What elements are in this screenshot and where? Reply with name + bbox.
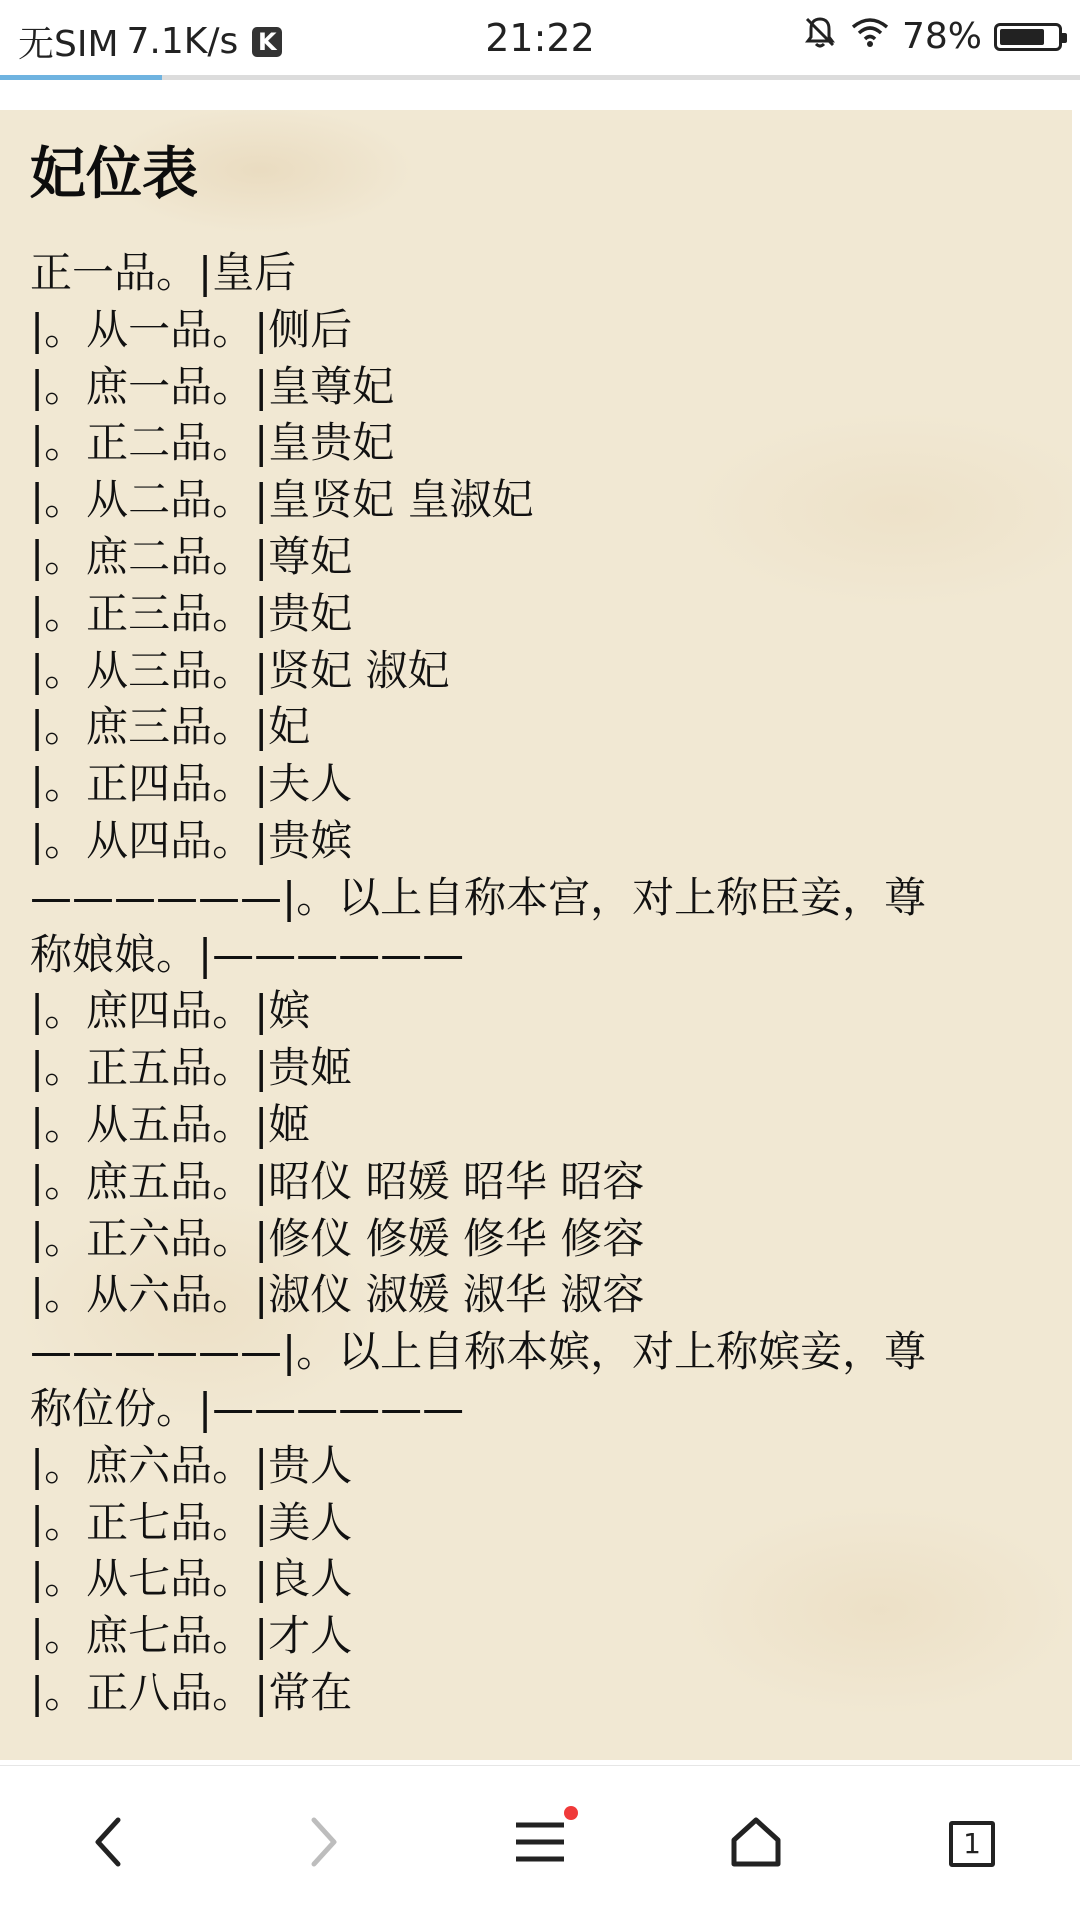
text-line: |。从三品。|贤妃 淑妃 <box>30 645 450 695</box>
article-content[interactable] <box>0 110 1072 1760</box>
back-arrow-icon <box>88 1814 128 1874</box>
text-line: |。正三品。|贵妃 <box>30 588 353 638</box>
page-load-progress <box>0 75 1080 80</box>
forward-arrow-icon <box>304 1814 344 1874</box>
forward-button[interactable] <box>216 1766 432 1921</box>
text-line: |。正四品。|夫人 <box>30 759 353 809</box>
text-line: 称娘娘。|—————— <box>30 929 465 979</box>
tabs-button[interactable] <box>864 1766 1080 1921</box>
text-line: |。从四品。|贵嫔 <box>30 815 353 865</box>
tabs-icon: 1 <box>949 1821 995 1867</box>
text-line: ——————|。以上自称本宫，对上称臣妾，尊 <box>30 872 927 922</box>
battery-fill <box>1000 29 1044 45</box>
text-line: 称位份。|—————— <box>30 1383 465 1433</box>
text-line: |。庶二品。|尊妃 <box>30 531 353 581</box>
text-line: |。庶七品。|才人 <box>30 1611 353 1661</box>
page-load-progress-fill <box>0 75 162 80</box>
home-icon <box>728 1814 784 1874</box>
text-line: ——————|。以上自称本嫔，对上称嫔妾，尊 <box>30 1327 927 1377</box>
text-line: |。正五品。|贵姬 <box>30 1043 353 1093</box>
battery-percent: 78% <box>901 16 982 57</box>
text-line: |。从一品。|侧后 <box>30 304 353 354</box>
text-line: |。正七品。|美人 <box>30 1497 353 1547</box>
text-line: |。从二品。|皇贤妃 皇淑妃 <box>30 475 534 525</box>
text-line: |。庶三品。|妃 <box>30 702 311 752</box>
wifi-icon <box>850 15 890 58</box>
battery-icon <box>994 23 1062 51</box>
notification-dot <box>564 1806 578 1820</box>
network-speed: 7.1K/s <box>126 21 239 62</box>
text-line: |。正八品。|常在 <box>30 1667 353 1717</box>
text-line: |。正二品。|皇贵妃 <box>30 418 395 468</box>
back-button[interactable] <box>0 1766 216 1921</box>
menu-button[interactable] <box>432 1766 648 1921</box>
status-right <box>802 14 1062 59</box>
mute-bell-icon <box>802 14 838 59</box>
text-line: |。庶一品。|皇尊妃 <box>30 361 395 411</box>
browser-bottom-nav <box>0 1765 1080 1921</box>
text-line: |。从七品。|良人 <box>30 1554 353 1604</box>
clock: 21:22 <box>485 16 595 60</box>
article-body <box>30 245 1050 1722</box>
text-line: |。正六品。|修仪 修媛 修华 修容 <box>30 1213 645 1263</box>
text-line: |。庶六品。|贵人 <box>30 1440 353 1490</box>
menu-icon <box>514 1820 566 1868</box>
text-line: |。从五品。|姬 <box>30 1099 311 1149</box>
status-bar <box>0 0 1080 75</box>
home-button[interactable] <box>648 1766 864 1921</box>
text-line: |。庶四品。|嫔 <box>30 986 311 1036</box>
text-line: |。从六品。|淑仪 淑媛 淑华 淑容 <box>30 1270 645 1320</box>
k-app-icon: K <box>252 27 282 57</box>
page-title: 妃位表 <box>30 142 198 207</box>
text-line: |。庶五品。|昭仪 昭媛 昭华 昭容 <box>30 1156 645 1206</box>
carrier-label: 无SIM <box>18 24 119 65</box>
text-line: 正一品。|皇后 <box>30 248 297 297</box>
